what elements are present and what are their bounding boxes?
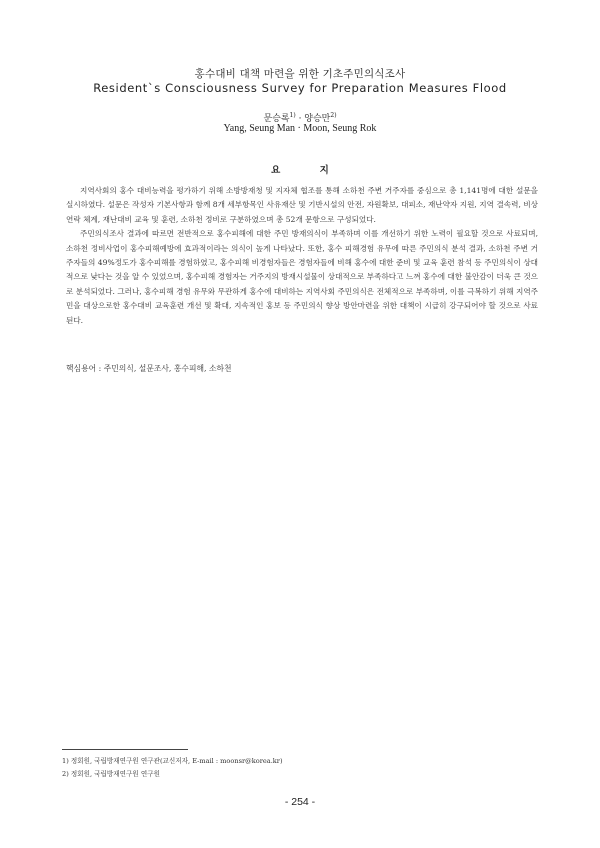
abstract-heading: 요 지	[271, 165, 347, 176]
keywords: 핵심용어 : 주민의식, 설문조사, 홍수피해, 소하천	[66, 364, 232, 373]
author-1-footnote-mark: 1)	[289, 112, 296, 119]
authors-english: Yang, Seung Man · Moon, Seung Rok	[223, 123, 377, 134]
page-number: - 254 -	[284, 796, 316, 808]
author-2-footnote-mark: 2)	[330, 112, 337, 119]
author-2-name: 양승만	[304, 114, 331, 124]
abstract-body	[66, 184, 538, 328]
abstract-paragraph: 주민의식조사 결과에 따르면 전반적으로 홍수피해에 대한 주민 방재의식이 부족하며 이를 개선하기 위한 노력이 필요할 것으로 사료되며, 소하천 정비사업이 홍수피해예방에 효과적이라는 의식이 높게 나타났다. 또한, 홍수 피해경험 유무에 따른 주민의식 분석 결과, 소하천 주변 거주자들의 49%정도가 홍수피해를 경험하였고, 홍수피해 비경험자들은 경험자들에 비해 홍수에 대한 준비 및 교육 훈련 참석 등 주민의식이 상대적으로 낮다는 것을 알 수 있었으며, 홍수피해 경험자는 거주지의 방재시설물이 상대적으로 부족하다고 느껴 홍수에 대한 불안감이 더욱 큰 것으로 분석되었다. 그러나, 홍수피해 경험 유무와 무관하게 홍수에 대비하는 지역사회 주민의식은 전체적으로 부족하며, 이를 극복하기 위해 지역주민을 대상으로한 홍수대비 교육훈련 개선 및 확대, 지속적인 홍보 등 주민의식 향상 방안마련을 위한 대책이 시급히 강구되어야 할 것으로 사료된다.	[66, 229, 538, 325]
footnote: 2) 정회원, 국립방재연구원 연구원	[62, 770, 160, 778]
author-1-name: 문승록	[263, 114, 290, 124]
footnote-divider	[62, 749, 188, 750]
title-korean: 홍수대비 대책 마련을 위한 기초주민의식조사	[194, 68, 406, 80]
title-english: Resident`s Consciousness Survey for Preparation Measures Flood	[93, 81, 507, 95]
footnotes	[62, 755, 542, 781]
abstract-paragraph: 지역사회의 홍수 대비능력을 평가하기 위해 소방방재청 및 지자체 협조를 통해 소하천 주변 거주자를 중심으로 총 1,141명에 대한 설문을 실시하였다. 설문은 작성자 기본사항과 함께 8개 세부항목인 사유재산 및 기반시설의 안전, 자원확보, 대피소, 재난약자 지원, 지역 결속력, 비상연락 체계, 재난대비 교육 및 훈련, 소하천 정비로 구분하였으며 총 52개 문항으로 구성되었다.	[66, 186, 538, 224]
author-separator: ·	[295, 114, 305, 124]
footnote: 1) 정회원, 국립방재연구원 연구관(교신저자, E-mail : moonsr@korea.kr)	[62, 757, 283, 765]
